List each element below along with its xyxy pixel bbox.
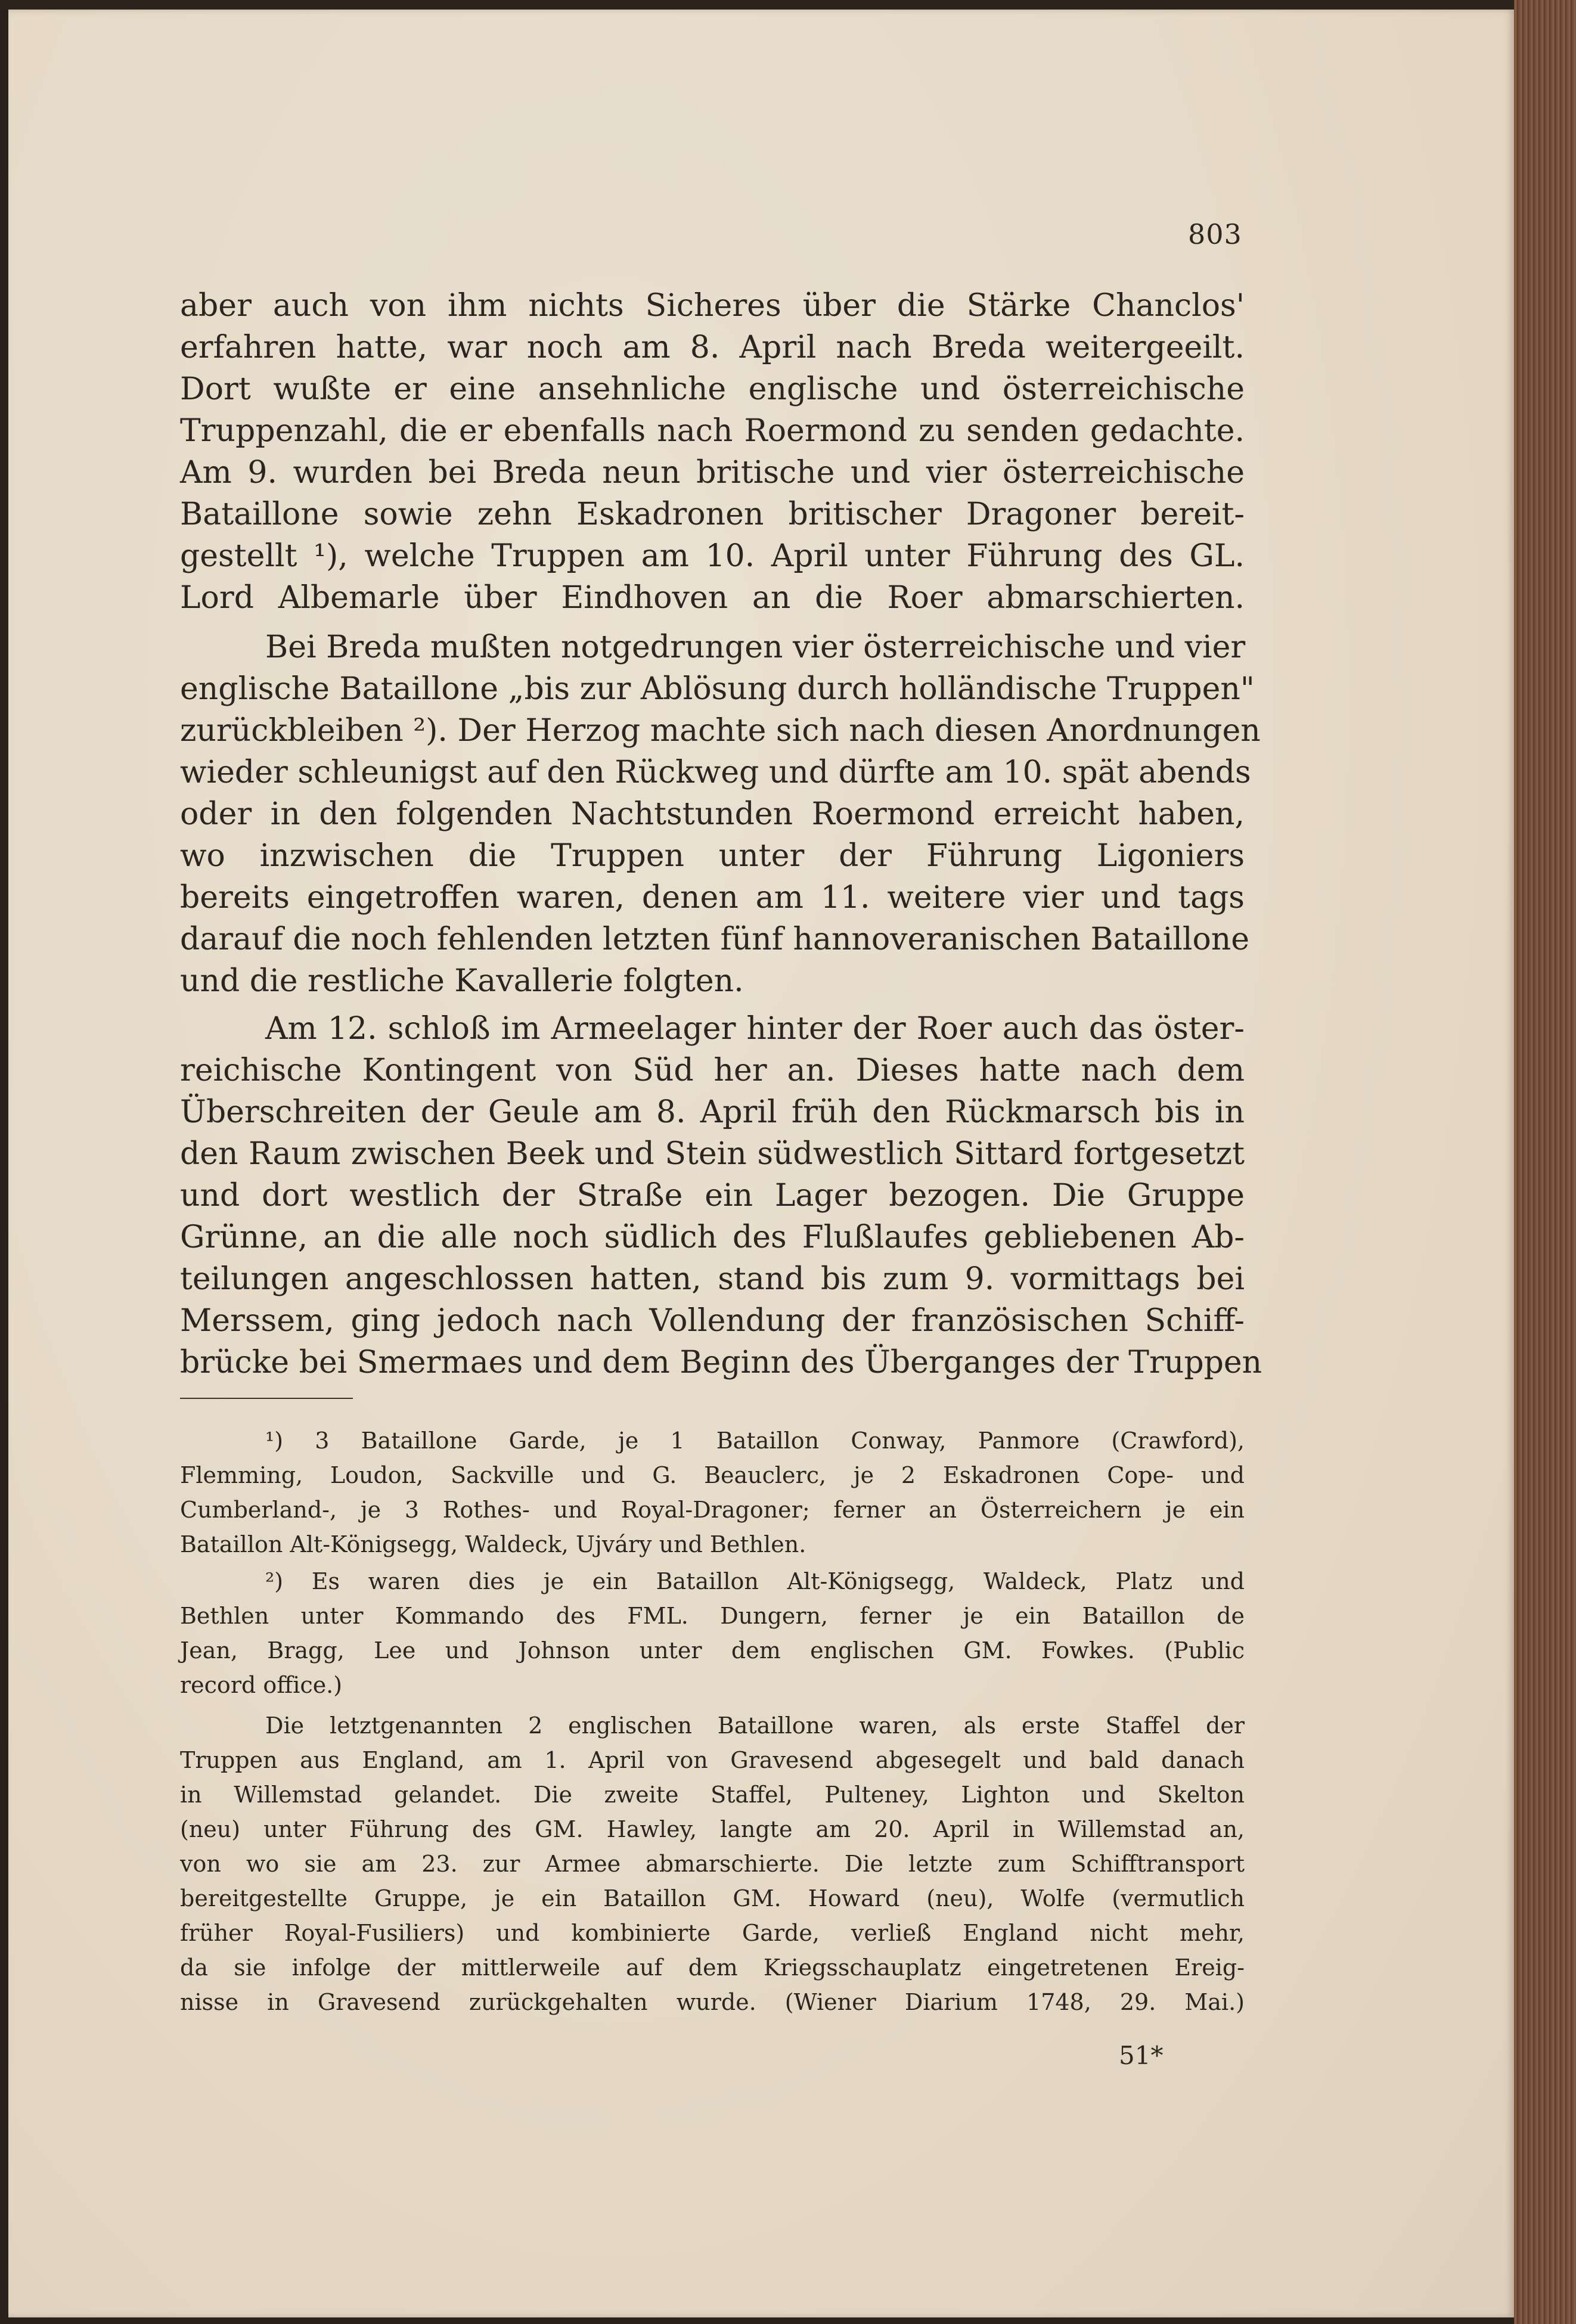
- footnote-line: Die letztgenannten 2 englischen Bataillone waren, als erste Staffel der: [265, 1712, 1245, 1739]
- body-line: Bataillone sowie zehn Eskadronen britischer Dragoner bereit-: [180, 497, 1245, 532]
- footnote-line: nisse in Gravesend zurückgehalten wurde. (Wiener Diarium 1748, 29. Mai.): [180, 1989, 1245, 2015]
- footnote-separator: [180, 1398, 353, 1399]
- footnote-line: da sie infolge der mittlerweile auf dem Kriegsschauplatz eingetretenen Ereig-: [180, 1954, 1245, 1981]
- footnote-line: Bethlen unter Kommando des FML. Dungern, ferner je ein Bataillon de: [180, 1603, 1245, 1629]
- footnote-line: Flemming, Loudon, Sackville und G. Beauclerc, je 2 Eskadronen Cope- und: [180, 1462, 1245, 1488]
- body-line: Grünne, an die alle noch südlich des Flußlaufes gebliebenen Ab-: [180, 1220, 1245, 1255]
- footnote-line: (neu) unter Führung des GM. Hawley, langte am 20. April in Willemstad an,: [180, 1816, 1245, 1842]
- footnote-line: Truppen aus England, am 1. April von Gravesend abgesegelt und bald danach: [180, 1747, 1245, 1773]
- footnote-line: von wo sie am 23. zur Armee abmarschierte. Die letzte zum Schifftransport: [180, 1851, 1245, 1877]
- page-number: 803: [1188, 218, 1242, 250]
- body-line: Lord Albemarle über Eindhoven an die Roer abmarschierten.: [180, 580, 1245, 616]
- body-line: Merssem, ging jedoch nach Vollendung der französischen Schiff-: [180, 1303, 1245, 1339]
- body-line: Dort wußte er eine ansehnliche englische und österreichische: [180, 371, 1245, 407]
- footnote-line: record office.): [180, 1672, 343, 1698]
- signature-mark: 51*: [1119, 2041, 1164, 2070]
- footnote-line: ¹) 3 Bataillone Garde, je 1 Bataillon Conway, Panmore (Crawford),: [265, 1428, 1245, 1454]
- body-line: Am 12. schloß im Armeelager hinter der Roer auch das öster-: [265, 1011, 1245, 1047]
- footnote-line: in Willemstad gelandet. Die zweite Staffel, Pulteney, Lighton und Skelton: [180, 1782, 1245, 1808]
- body-line: Am 9. wurden bei Breda neun britische und vier österreichische: [180, 455, 1245, 491]
- body-line: Truppenzahl, die er ebenfalls nach Roermond zu senden gedachte.: [180, 413, 1245, 449]
- footnote-line: früher Royal-Fusiliers) und kombinierte Garde, verließ England nicht mehr,: [180, 1920, 1245, 1946]
- footnote-line: Bataillon Alt-Königsegg, Waldeck, Ujváry und Bethlen.: [180, 1531, 806, 1557]
- footnote-line: Jean, Bragg, Lee und Johnson unter dem englischen GM. Fowkes. (Public: [180, 1637, 1245, 1664]
- footnote-line: bereitgestellte Gruppe, je ein Bataillon GM. Howard (neu), Wolfe (vermutlich: [180, 1885, 1245, 1912]
- body-line: englische Bataillone „bis zur Ablösung durch holländische Truppen": [180, 671, 1255, 707]
- body-line: darauf die noch fehlenden letzten fünf hannoveranischen Bataillone: [180, 921, 1250, 957]
- body-line: und die restliche Kavallerie folgten.: [180, 963, 744, 999]
- body-line: brücke bei Smermaes und dem Beginn des Überganges der Truppen: [180, 1345, 1262, 1380]
- book-page-edges: [1514, 0, 1576, 2324]
- body-line: wieder schleunigst auf den Rückweg und dürfte am 10. spät abends: [180, 755, 1251, 790]
- body-line: zurückbleiben ²). Der Herzog machte sich nach diesen Anordnungen: [180, 713, 1261, 749]
- body-line: Bei Breda mußten notgedrungen vier österreichische und vier: [265, 629, 1246, 665]
- body-line: den Raum zwischen Beek und Stein südwestlich Sittard fortgesetzt: [180, 1136, 1245, 1172]
- body-line: reichische Kontingent von Süd her an. Dieses hatte nach dem: [180, 1053, 1245, 1088]
- body-line: erfahren hatte, war noch am 8. April nach Breda weitergeeilt.: [180, 330, 1245, 365]
- body-line: teilungen angeschlossen hatten, stand bis zum 9. vormittags bei: [180, 1261, 1245, 1297]
- footnote-line: ²) Es waren dies je ein Bataillon Alt-Königsegg, Waldeck, Platz und: [265, 1568, 1245, 1594]
- body-line: aber auch von ihm nichts Sicheres über die Stärke Chanclos': [180, 288, 1245, 324]
- body-line: bereits eingetroffen waren, denen am 11. weitere vier und tags: [180, 880, 1245, 916]
- body-line: wo inzwischen die Truppen unter der Führung Ligoniers: [180, 838, 1245, 874]
- scan-top-border: [0, 0, 1576, 10]
- footnote-line: Cumberland-, je 3 Rothes- und Royal-Dragoner; ferner an Österreichern je ein: [180, 1497, 1245, 1523]
- body-line: Überschreiten der Geule am 8. April früh den Rückmarsch bis in: [180, 1094, 1245, 1130]
- body-line: oder in den folgenden Nachtstunden Roermond erreicht haben,: [180, 796, 1245, 832]
- body-line: gestellt ¹), welche Truppen am 10. April unter Führung des GL.: [180, 538, 1245, 574]
- body-line: und dort westlich der Straße ein Lager bezogen. Die Gruppe: [180, 1178, 1245, 1214]
